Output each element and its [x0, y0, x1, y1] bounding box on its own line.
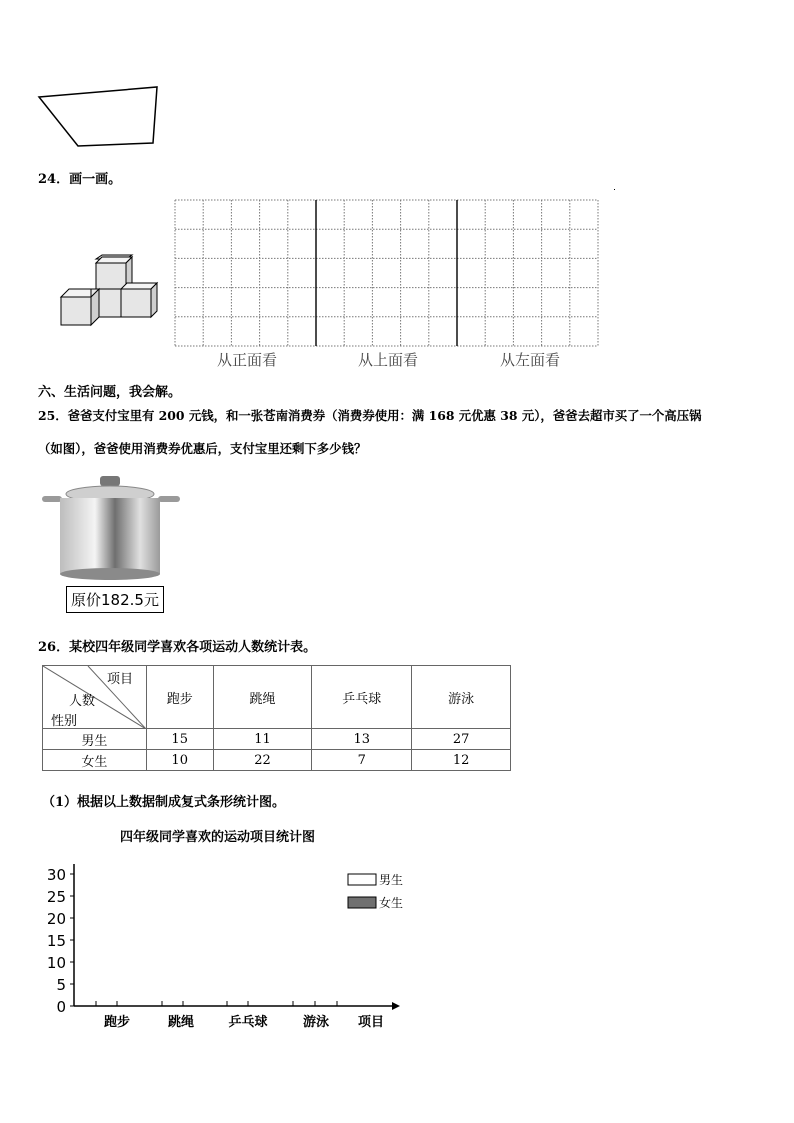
corner-label-gender: 性别: [51, 714, 78, 729]
table-header: 乒乓球: [312, 666, 412, 729]
y-tick-label: 10: [46, 954, 66, 972]
table-row: [43, 750, 511, 771]
corner-label-item: 项目: [107, 672, 134, 687]
price-tag: 原价182.5元: [66, 586, 164, 613]
table-header: 跑步: [146, 666, 213, 729]
corner-label-count: 人数: [69, 694, 96, 709]
view-label-left: 从左面看: [500, 351, 561, 369]
question-26-label: 26．某校四年级同学喜欢各项运动人数统计表。: [38, 640, 317, 655]
x-category-label: 游泳: [302, 1015, 330, 1030]
view-label-top: 从上面看: [358, 351, 419, 369]
table-cell: 7: [312, 750, 412, 771]
section-6-heading: 六、生活问题，我会解。: [38, 385, 182, 400]
bar-chart: [40, 850, 420, 1035]
chart-title: 四年级同学喜欢的运动项目统计图: [120, 830, 316, 845]
table-cell: 12: [412, 750, 511, 771]
table-cell: 15: [146, 729, 213, 750]
y-tick-label: 25: [46, 888, 66, 906]
drawing-grids: [174, 199, 600, 349]
legend-swatch: [348, 874, 376, 885]
table-row: [43, 729, 511, 750]
x-axis-label: 项目: [357, 1015, 385, 1030]
table-cell: 22: [213, 750, 312, 771]
sports-stats-table: [42, 665, 511, 771]
question-25-line2: （如图），爸爸使用消费券优惠后，支付宝里还剩下多少钱？: [38, 441, 367, 456]
x-category-label: 跑步: [103, 1015, 131, 1030]
table-corner-cell: [43, 666, 147, 729]
pressure-cooker-image: [40, 474, 184, 582]
legend-swatch: [348, 897, 376, 908]
quadrilateral-figure: [36, 84, 162, 150]
x-axis-arrow: [392, 1002, 400, 1010]
dot-mark: [614, 189, 615, 190]
view-label-front: 从正面看: [217, 351, 278, 369]
row-label: 男生: [43, 729, 147, 750]
table-cell: 27: [412, 729, 511, 750]
x-category-label: 乒乓球: [228, 1015, 268, 1030]
table-cell: 10: [146, 750, 213, 771]
question-24-label: 24．画一画。: [38, 172, 122, 187]
cube-figure: [58, 252, 162, 330]
question-26-sub1: （1）根据以上数据制成复式条形统计图。: [42, 795, 286, 810]
question-25-line1: 25．爸爸支付宝里有 200 元钱，和一张苍南消费券（消费券使用：满 168 元优惠 38 元），爸爸去超市买了一个高压锅: [38, 408, 702, 423]
table-cell: 13: [312, 729, 412, 750]
row-label: 女生: [43, 750, 147, 771]
y-tick-label: 30: [46, 866, 66, 884]
x-category-label: 跳绳: [167, 1015, 195, 1030]
table-header: 游泳: [412, 666, 511, 729]
y-tick-label: 0: [56, 998, 66, 1016]
y-tick-label: 15: [46, 932, 66, 950]
legend-label: 男生: [379, 873, 404, 887]
table-header: 跳绳: [213, 666, 312, 729]
y-tick-label: 5: [56, 976, 66, 994]
table-cell: 11: [213, 729, 312, 750]
y-tick-label: 20: [46, 910, 66, 928]
legend-label: 女生: [379, 896, 404, 910]
